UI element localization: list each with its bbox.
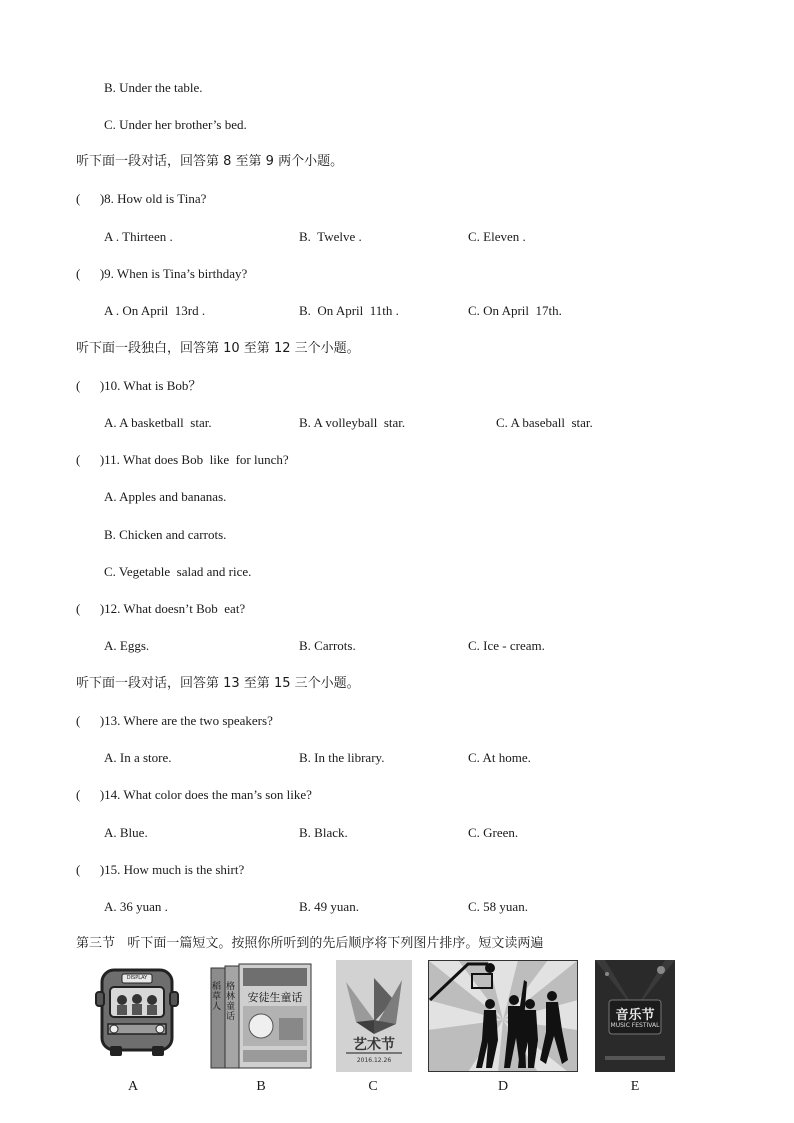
section-heading-q8-9: 听下面一段对话，回答第 8 至第 9 两个小题。	[76, 154, 344, 169]
question-10: ( )10. What is Bob？	[76, 378, 202, 393]
question-9: ( )9. When is Tina’s birthday?	[76, 266, 248, 281]
q13-option-a: A. In a store.	[104, 750, 172, 765]
q12-option-b: B. Carrots.	[299, 638, 356, 653]
picture-label-b: B	[256, 1079, 266, 1094]
q14-option-a: A. Blue.	[104, 825, 148, 840]
question-8: ( )8. How old is Tina?	[76, 191, 207, 206]
q11-option-c: C. Vegetable salad and rice.	[104, 564, 252, 579]
q8-option-c: C. Eleven .	[468, 229, 526, 244]
section-3-heading: 第三节 听下面一篇短文。按照你所听到的先后顺序将下列图片排序。短文读两遍	[76, 936, 544, 951]
option-c-under-bed: C. Under her brother’s bed.	[104, 117, 247, 132]
bus-picture	[92, 962, 182, 1060]
basketball-picture	[428, 960, 578, 1072]
q9-option-c: C. On April 17th.	[468, 303, 562, 318]
section-heading-q13-15: 听下面一段对话，回答第 13 至第 15 三个小题。	[76, 676, 360, 691]
q8-option-b: B. Twelve .	[299, 229, 362, 244]
q9-option-a: A . On April 13rd .	[104, 303, 206, 318]
q8-option-a: A . Thirteen .	[104, 229, 173, 244]
book-title: 安徒生童话	[247, 991, 303, 1004]
bus-sign-text: DISPLAY	[126, 975, 148, 981]
option-b-under-table: B. Under the table.	[104, 80, 203, 95]
book-spine-1: 稻草人	[212, 982, 222, 1012]
q12-option-c: C. Ice - cream.	[468, 638, 545, 653]
q15-option-c: C. 58 yuan.	[468, 899, 528, 914]
poster-date: 2016.12.26	[356, 1057, 392, 1064]
question-15: ( )15. How much is the shirt?	[76, 862, 245, 877]
q13-option-c: C. At home.	[468, 750, 531, 765]
q10-option-c: C. A baseball star.	[496, 415, 593, 430]
picture-label-c: C	[368, 1079, 378, 1094]
poster-title: 艺术节	[353, 1037, 395, 1053]
picture-label-d: D	[497, 1079, 509, 1094]
q14-option-c: C. Green.	[468, 825, 519, 840]
music-festival-poster	[595, 960, 675, 1072]
question-14: ( )14. What color does the man’s son like?	[76, 787, 312, 802]
section-heading-q10-12: 听下面一段独白，回答第 10 至第 12 三个小题。	[76, 341, 360, 356]
q11-option-b: B. Chicken and carrots.	[104, 527, 227, 542]
q12-option-a: A. Eggs.	[104, 638, 150, 653]
q15-option-b: B. 49 yuan.	[299, 899, 359, 914]
q10-option-a: A. A basketball star.	[104, 415, 212, 430]
q11-option-a: A. Apples and bananas.	[104, 489, 227, 504]
q13-option-b: B. In the library.	[299, 750, 385, 765]
q15-option-a: A. 36 yuan .	[104, 899, 168, 914]
q14-option-b: B. Black.	[299, 825, 348, 840]
question-13: ( )13. Where are the two speakers?	[76, 713, 273, 728]
q9-option-b: B. On April 11th .	[299, 303, 399, 318]
question-11: ( )11. What does Bob like for lunch?	[76, 452, 289, 467]
music-subtitle: MUSIC FESTIVAL	[610, 1022, 660, 1029]
music-title: 音乐节	[615, 1008, 655, 1023]
picture-label-a: A	[127, 1079, 139, 1094]
books-picture	[209, 962, 313, 1070]
picture-label-e: E	[630, 1079, 640, 1094]
book-spine-2: 格林童话	[226, 982, 236, 1022]
question-12: ( )12. What doesn’t Bob eat?	[76, 601, 246, 616]
q10-option-b: B. A volleyball star.	[299, 415, 406, 430]
art-festival-poster	[336, 960, 412, 1072]
